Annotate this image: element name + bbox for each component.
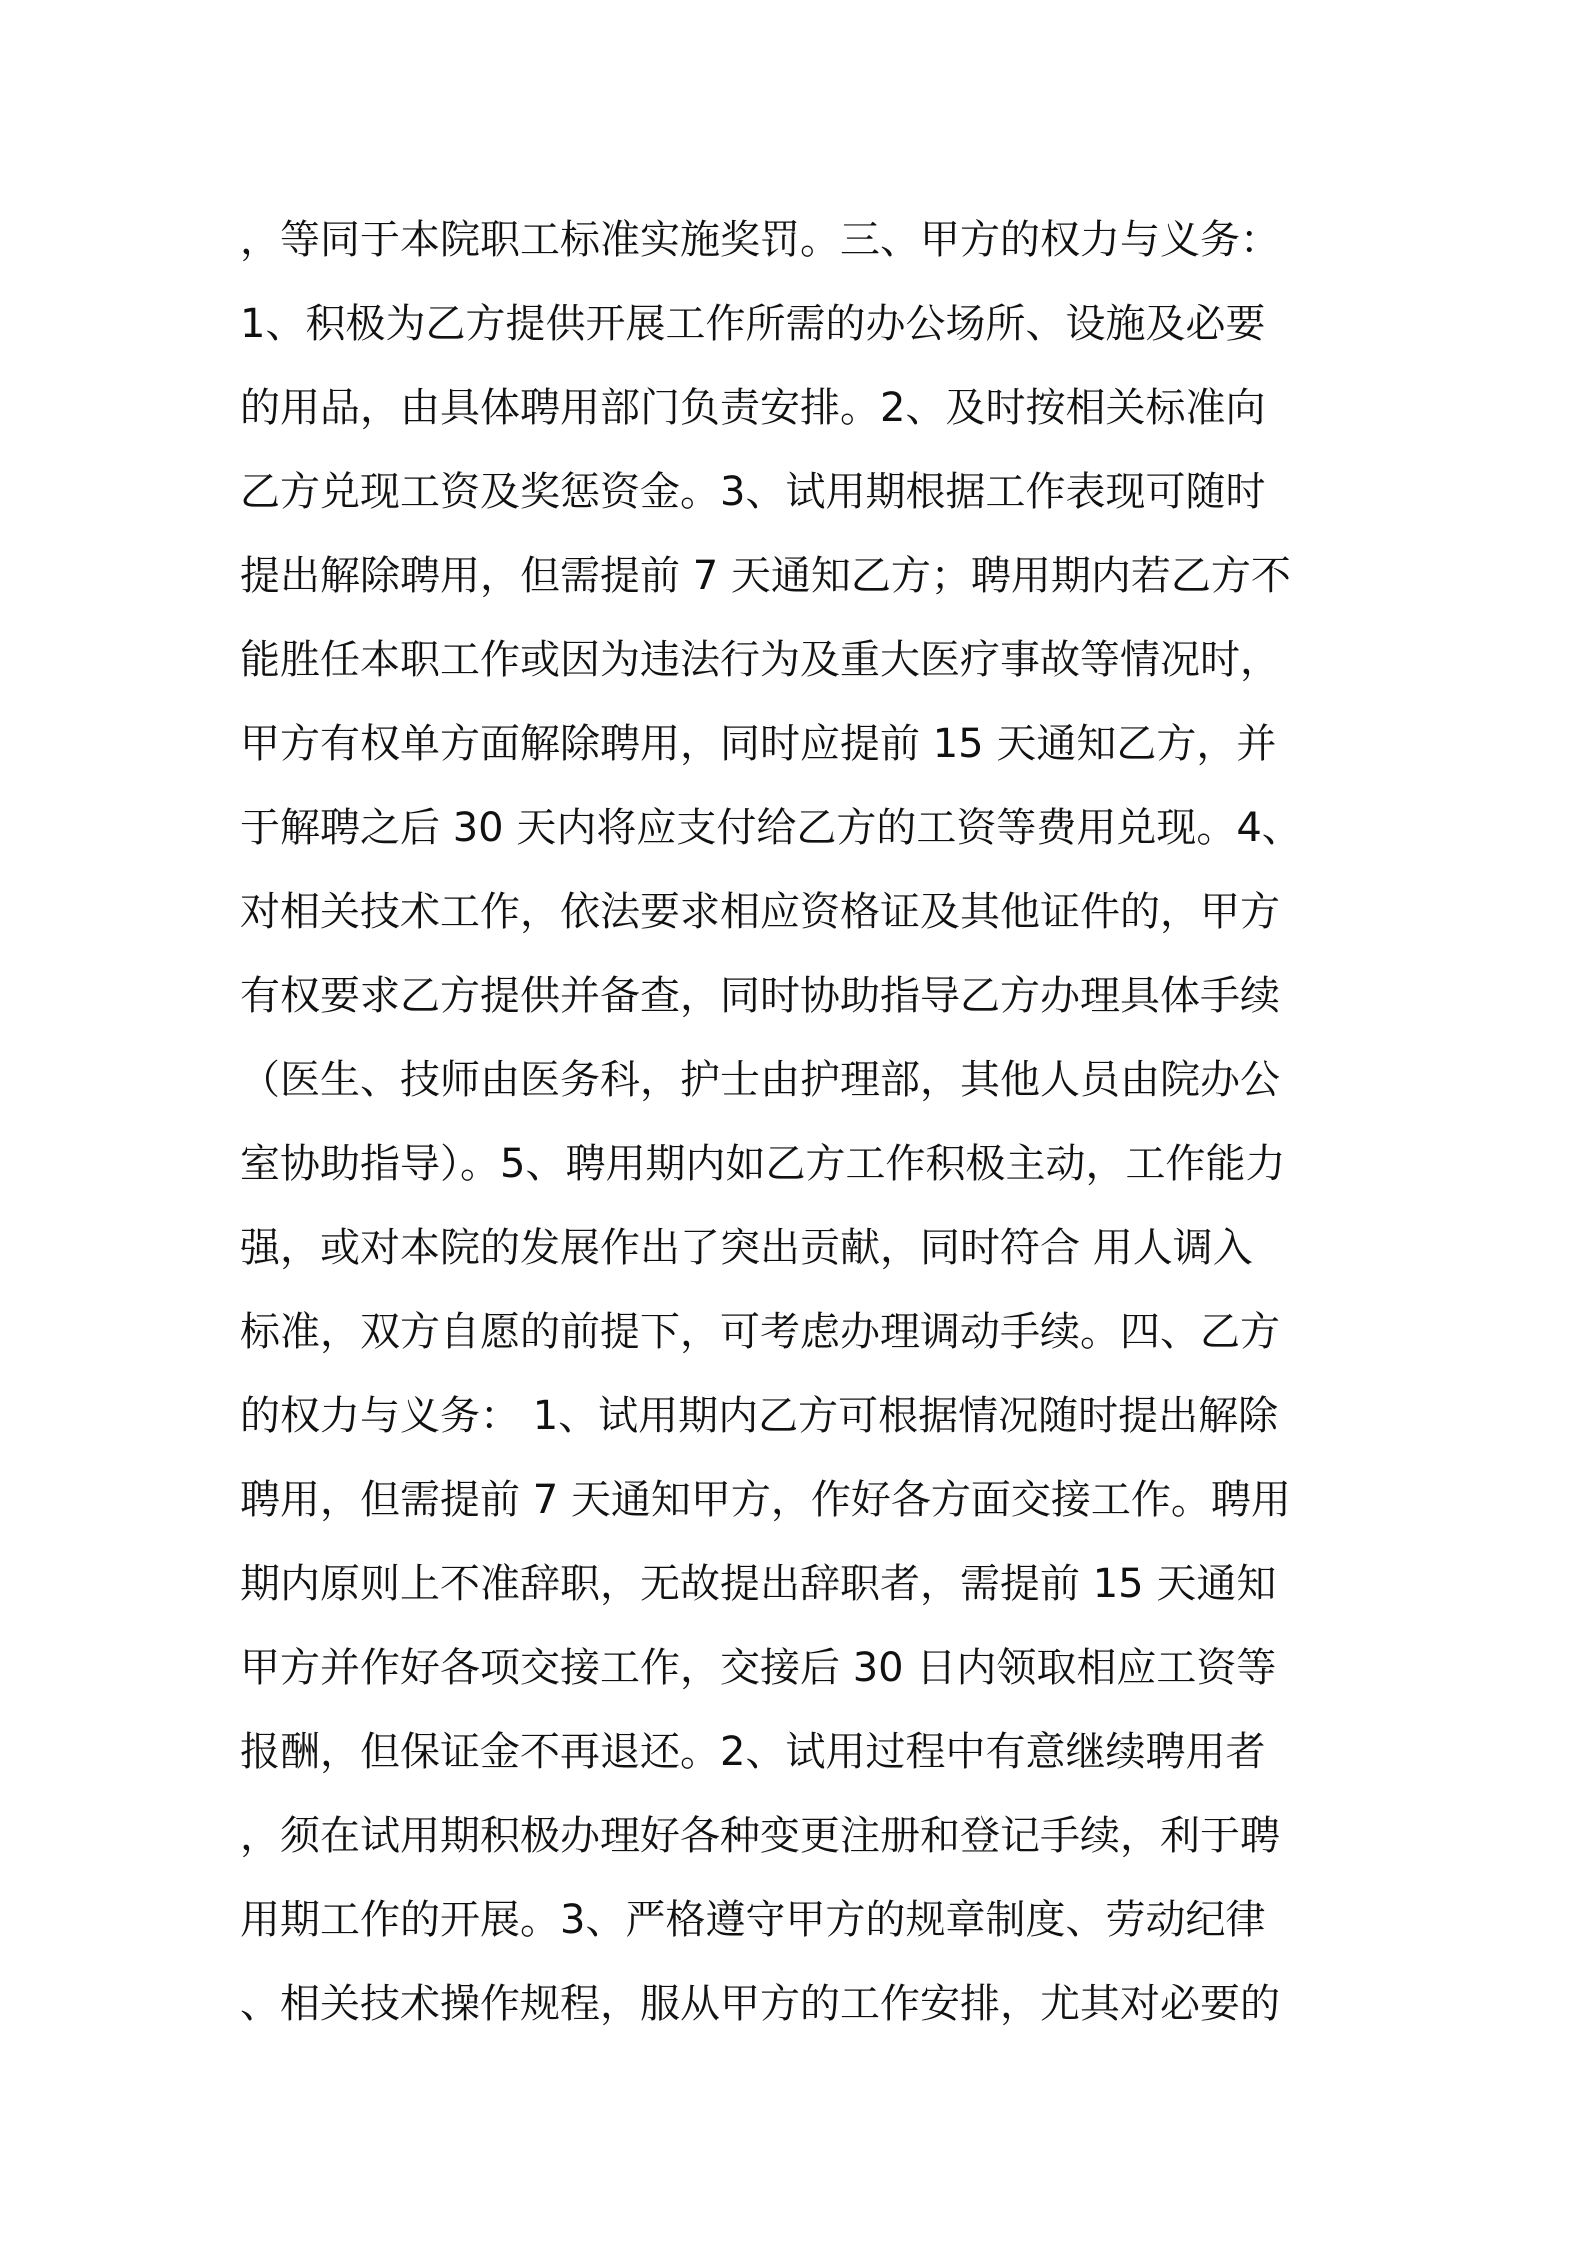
text-line: 的权力与义务： 1、试用期内乙方可根据情况随时提出解除 (240, 1393, 1279, 1439)
text-line: 1、积极为乙方提供开展工作所需的办公场所、设施及必要 (240, 301, 1266, 347)
text-line: 甲方有权单方面解除聘用，同时应提前 15 天通知乙方，并 (240, 721, 1277, 767)
text-line: 对相关技术工作，依法要求相应资格证及其他证件的，甲方 (240, 889, 1280, 935)
text-line: 聘用，但需提前 7 天通知甲方，作好各方面交接工作。聘用 (240, 1477, 1291, 1523)
text-line: 能胜任本职工作或因为违法行为及重大医疗事故等情况时， (240, 637, 1280, 683)
text-line: 于解聘之后 30 天内将应支付给乙方的工资等费用兑现。4、 (240, 805, 1302, 851)
text-line: 乙方兑现工资及奖惩资金。3、试用期根据工作表现可随时 (240, 469, 1266, 515)
text-line: 标准，双方自愿的前提下，可考虑办理调动手续。四、乙方 (240, 1309, 1280, 1355)
text-line: 室协助指导）。5、聘用期内如乙方工作积极主动，工作能力 (240, 1141, 1286, 1187)
text-line: 甲方并作好各项交接工作，交接后 30 日内领取相应工资等 (240, 1645, 1277, 1691)
text-line: ，等同于本院职工标准实施奖罚。三、甲方的权力与义务： (240, 217, 1280, 263)
text-line: 有权要求乙方提供并备查，同时协助指导乙方办理具体手续 (240, 973, 1280, 1019)
text-line: 报酬，但保证金不再退还。2、试用过程中有意继续聘用者 (240, 1729, 1266, 1775)
text-line: 期内原则上不准辞职，无故提出辞职者，需提前 15 天通知 (240, 1561, 1277, 1607)
text-line: 提出解除聘用，但需提前 7 天通知乙方；聘用期内若乙方不 (240, 553, 1291, 599)
text-line: ，须在试用期积极办理好各种变更注册和登记手续，利于聘 (240, 1813, 1280, 1859)
text-line: 、相关技术操作规程，服从甲方的工作安排，尤其对必要的 (240, 1981, 1280, 2027)
text-line: 强，或对本院的发展作出了突出贡献，同时符合 用人调入 (240, 1225, 1253, 1271)
body-text (240, 198, 1360, 2046)
text-line: 用期工作的开展。3、严格遵守甲方的规章制度、劳动纪律 (240, 1897, 1266, 1943)
text-line: 的用品，由具体聘用部门负责安排。2、及时按相关标准向 (240, 385, 1266, 431)
text-line: （医生、技师由医务科，护士由护理部，其他人员由院办公 (240, 1057, 1280, 1103)
